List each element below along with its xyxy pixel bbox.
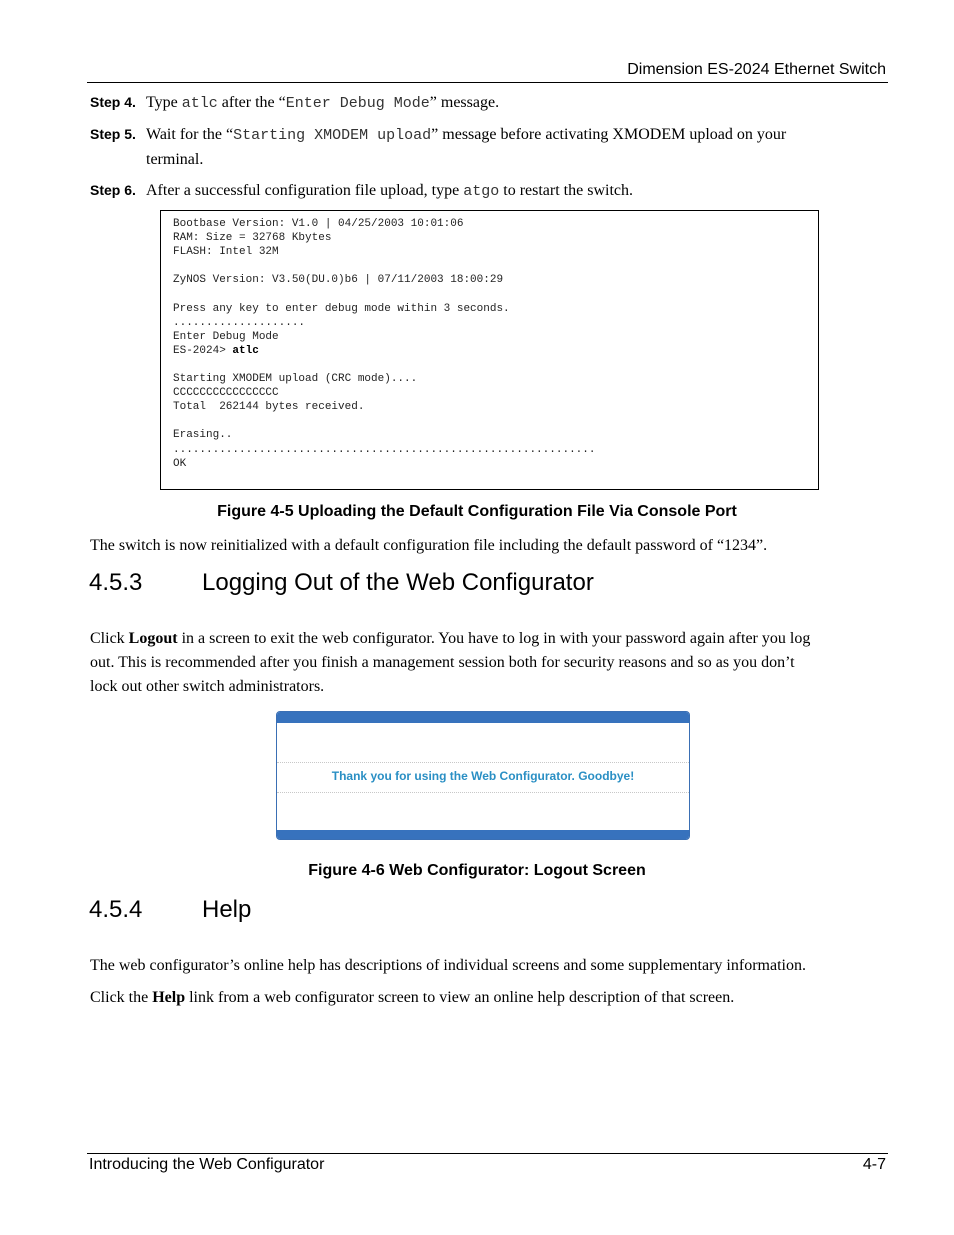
figure-4-6-caption: Figure 4-6 Web Configurator: Logout Screen <box>308 862 646 879</box>
step-text: ” message. <box>429 94 500 111</box>
console-prompt: ES-2024> <box>173 344 233 357</box>
section-heading-4-5-3 <box>89 569 594 597</box>
step-4 <box>90 90 870 116</box>
section-title: Help <box>202 896 252 923</box>
step-code: Starting XMODEM upload <box>233 127 432 144</box>
console-line <box>173 287 818 301</box>
console-line: .................... <box>173 316 306 329</box>
paragraph-help-1: The web configurator’s online help has descriptions of individual screens and some supplementary information. <box>90 957 806 974</box>
para-text: Click <box>90 630 129 647</box>
step-text: Wait for the “ <box>146 126 234 143</box>
step-label: Step 4. <box>90 94 136 110</box>
console-line: ................................................................ <box>173 443 596 456</box>
console-line: Total 262144 bytes received. <box>173 401 365 414</box>
console-line: Enter Debug Mode <box>173 330 279 343</box>
console-line: CCCCCCCCCCCCCCCC <box>173 387 279 400</box>
section-heading-4-5-4 <box>89 896 251 924</box>
para-text: link from a web configurator screen to view an online help description of that screen. <box>185 989 735 1006</box>
console-line: RAM: Size = 32768 Kbytes <box>173 232 332 245</box>
console-line: Starting XMODEM upload (CRC mode).... <box>173 373 418 386</box>
para-text: Click the <box>90 989 153 1006</box>
section-number: 4.5.4 <box>89 896 143 923</box>
step-text: ” message before activating XMODEM upload on your <box>431 126 787 143</box>
page-number: 4-7 <box>862 1156 886 1173</box>
section-title: Logging Out of the Web Configurator <box>202 569 594 596</box>
step-text: to restart the switch. <box>499 182 633 199</box>
console-line: Erasing.. <box>173 429 233 442</box>
paragraph-help-2 <box>90 986 880 1010</box>
step-text: after the “ <box>217 94 286 111</box>
logout-top-band <box>277 712 689 723</box>
console-prompt-line <box>173 344 818 358</box>
step-text: After a successful configuration file upload, type <box>146 182 464 199</box>
console-line: Bootbase Version: V1.0 | 04/25/2003 10:01:06 <box>173 218 464 230</box>
divider <box>277 792 689 793</box>
console-line: OK <box>173 457 187 470</box>
console-command: atlc <box>232 344 259 357</box>
figure-4-5-caption: Figure 4-5 Uploading the Default Configuration File Via Console Port <box>217 503 737 520</box>
step-code: Enter Debug Mode <box>285 95 430 112</box>
console-line: FLASH: Intel 32M <box>173 246 279 259</box>
paragraph-reinit: The switch is now reinitialized with a default configuration file including the default password of “1234”. <box>90 537 768 554</box>
help-term: Help <box>152 989 186 1006</box>
section-number: 4.5.3 <box>89 569 143 596</box>
logout-bottom-band <box>277 830 689 839</box>
goodbye-message: Thank you for using the Web Configurator. Goodbye! <box>331 769 635 783</box>
console-line <box>173 414 818 428</box>
step-6 <box>90 178 870 204</box>
console-line: ZyNOS Version: V3.50(DU.0)b6 | 07/11/2003 18:00:29 <box>173 274 504 287</box>
step-code: atlc <box>181 95 218 112</box>
logout-term: Logout <box>128 630 178 647</box>
para-text: in a screen to exit the web configurator. You have to log in with your password again after you log <box>177 630 811 647</box>
para-text: lock out other switch administrators. <box>90 678 325 695</box>
step-label: Step 5. <box>90 126 136 142</box>
page-header <box>87 60 888 83</box>
header-title: Dimension ES-2024 Ethernet Switch <box>627 61 886 78</box>
step-text: Type <box>146 94 182 111</box>
console-line <box>173 259 818 273</box>
page-footer <box>87 1153 888 1178</box>
step-label: Step 6. <box>90 182 136 198</box>
console-output <box>160 210 819 490</box>
footer-chapter: Introducing the Web Configurator <box>89 1156 325 1173</box>
step-code: atgo <box>463 183 500 200</box>
divider <box>277 762 689 763</box>
step-5 <box>90 122 870 172</box>
para-text: out. This is recommended after you finish a management session both for security reasons and so as you don’t <box>90 654 795 671</box>
logout-screen-figure <box>276 711 690 840</box>
step-text: terminal. <box>146 151 204 168</box>
console-line: Press any key to enter debug mode within 3 seconds. <box>173 302 510 315</box>
console-line <box>173 358 818 372</box>
paragraph-logout <box>90 627 880 699</box>
